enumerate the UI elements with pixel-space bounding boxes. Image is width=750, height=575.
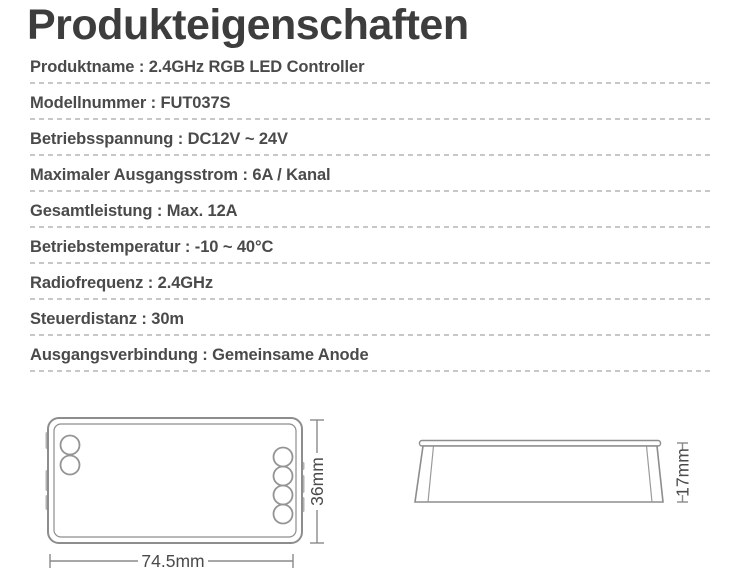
spec-separator: : <box>197 346 213 364</box>
row-divider <box>30 370 710 372</box>
spec-value: 2.4GHz <box>157 274 214 292</box>
spec-row <box>30 192 710 228</box>
spec-label: Radiofrequenz <box>30 274 144 292</box>
spec-row <box>30 120 710 156</box>
spec-value: Max. 12A <box>166 202 238 220</box>
spec-text <box>30 130 288 149</box>
spec-separator: : <box>173 130 188 148</box>
height-dimension <box>307 420 327 543</box>
spec-value: Gemeinsame Anode <box>212 346 369 364</box>
spec-separator: : <box>238 166 253 184</box>
spec-label: Modellnummer <box>30 94 147 112</box>
spec-value: DC12V ~ 24V <box>187 130 288 148</box>
width-dimension-label: 74.5mm <box>141 551 205 571</box>
spec-separator: : <box>152 202 167 220</box>
device-side-body <box>415 446 663 502</box>
device-lid <box>420 441 661 447</box>
side-height-dimension <box>673 443 693 502</box>
spec-value: 2.4GHz RGB LED Controller <box>148 58 365 76</box>
spec-value: FUT037S <box>160 94 231 112</box>
spec-separator: : <box>143 274 158 292</box>
spec-row <box>30 264 710 300</box>
spec-text <box>30 94 230 113</box>
spec-label: Produktname <box>30 58 135 76</box>
spec-row <box>30 300 710 336</box>
device-inner-outline <box>54 424 296 537</box>
spec-value: -10 ~ 40°C <box>194 238 274 256</box>
spec-label: Gesamtleistung <box>30 202 153 220</box>
spec-text <box>30 346 369 365</box>
spec-text <box>30 58 364 77</box>
spec-label: Betriebstemperatur <box>30 238 181 256</box>
spec-separator: : <box>180 238 195 256</box>
spec-label: Betriebsspannung <box>30 130 174 148</box>
spec-text <box>30 274 213 293</box>
spec-text <box>30 166 331 185</box>
spec-row <box>30 84 710 120</box>
spec-row <box>30 48 710 84</box>
spec-label: Maximaler Ausgangsstrom <box>30 166 238 184</box>
top-view-diagram <box>40 412 350 575</box>
spec-value: 30m <box>151 310 185 328</box>
side-height-dimension-label: 17mm <box>672 448 693 497</box>
spec-row <box>30 336 710 372</box>
spec-separator: : <box>136 310 152 328</box>
spec-value: 6A / Kanal <box>252 166 331 184</box>
spec-separator: : <box>134 58 149 76</box>
spec-text <box>30 310 184 329</box>
spec-row <box>30 156 710 192</box>
spec-text <box>30 202 238 221</box>
spec-label: Steuerdistanz <box>30 310 137 328</box>
side-view-diagram <box>405 425 705 520</box>
width-dimension <box>50 551 293 571</box>
page-title: Produkteigenschaften <box>27 1 469 49</box>
spec-list <box>30 48 710 372</box>
spec-text <box>30 238 273 257</box>
spec-separator: : <box>146 94 161 112</box>
spec-label: Ausgangsverbindung <box>30 346 198 364</box>
spec-row <box>30 228 710 264</box>
height-dimension-label: 36mm <box>307 457 327 506</box>
